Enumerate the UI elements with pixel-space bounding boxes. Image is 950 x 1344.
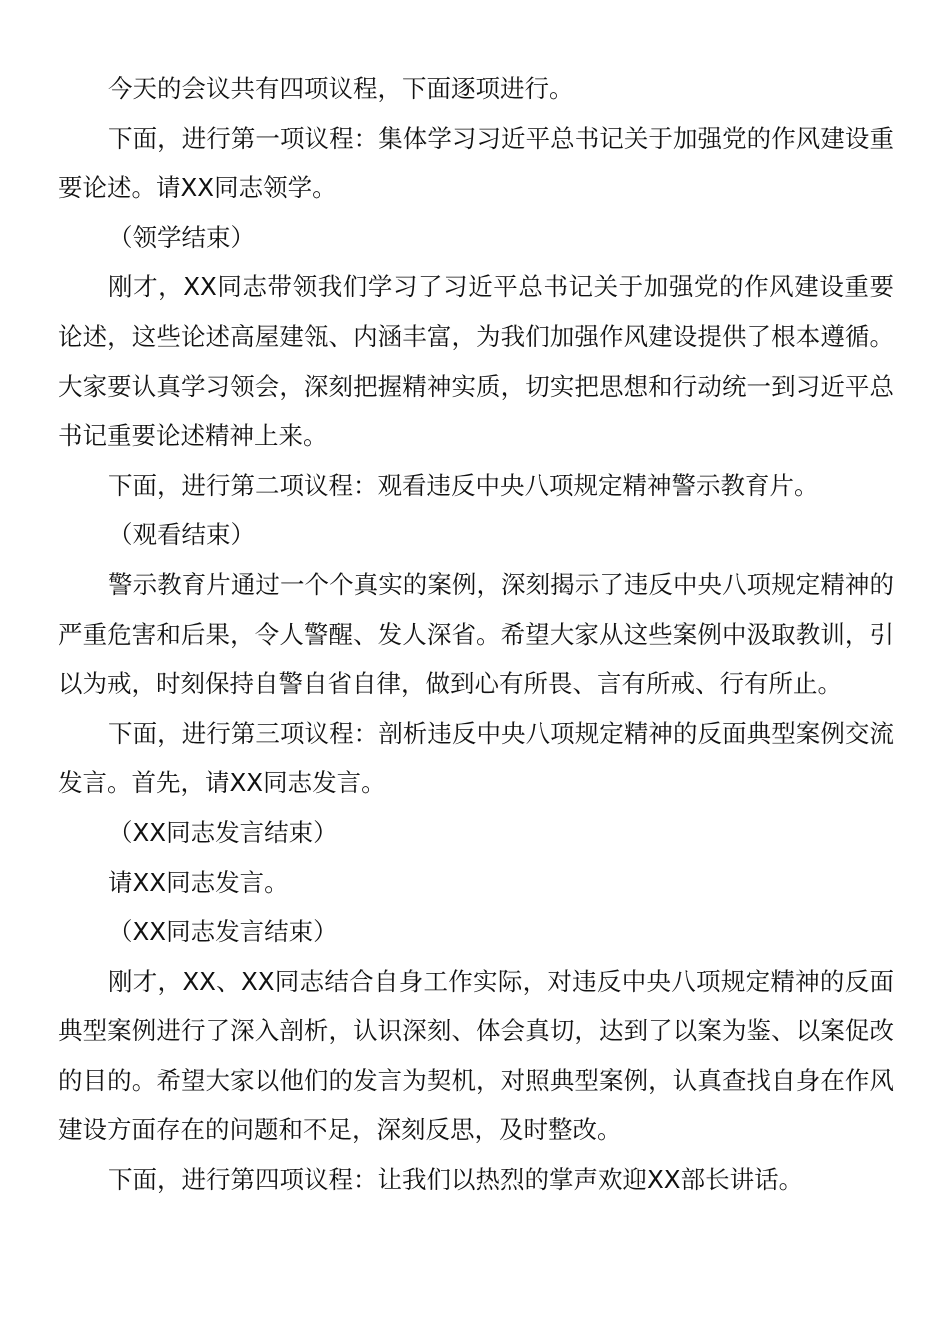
paragraph-agenda-item-4: 下面，进行第四项议程：让我们以热烈的掌声欢迎XX部长讲话。: [108, 1165, 804, 1195]
paragraph-agenda-item-1: 下面，进行第一项议程：集体学习习近平总书记关于加强党的作风建设重要论述。请XX同志领学。: [58, 123, 894, 203]
paragraph-speech-end-note-2: （XX同志发言结束）: [108, 917, 338, 947]
paragraph-viewing-end-note: （观看结束）: [108, 520, 255, 550]
paragraph-agenda-item-3: 下面，进行第三项议程：剖析违反中央八项规定精神的反面典型案例交流发言。首先，请XX同志发言。: [58, 718, 894, 798]
paragraph-study-end-note: （领学结束）: [108, 222, 255, 252]
paragraph-agenda-item-2: 下面，进行第二项议程：观看违反中央八项规定精神警示教育片。: [108, 470, 819, 500]
paragraph-opening: 今天的会议共有四项议程，下面逐项进行。: [108, 74, 574, 103]
paragraph-study-summary: 刚才，XX同志带领我们学习了习近平总书记关于加强党的作风建设重要论述，这些论述高屋建瓴、内涵丰富，为我们加强作风建设提供了根本遵循。大家要认真学习领会，深刻把握精神实质，切实把思想和行动统一到习近平总书记重要论述精神上来。: [58, 272, 894, 451]
document-page: [58, 64, 894, 1205]
paragraph-speech-end-note-1: （XX同志发言结束）: [108, 817, 338, 847]
paragraph-film-summary: 警示教育片通过一个个真实的案例，深刻揭示了违反中央八项规定精神的严重危害和后果，令人警醒、发人深省。希望大家从这些案例中汲取教训，引以为戒，时刻保持自警自省自律，做到心有所畏、言有所戒、行有所止。: [58, 569, 894, 699]
paragraph-second-speaker: 请XX同志发言。: [108, 867, 289, 897]
paragraph-speech-summary: 刚才，XX、XX同志结合自身工作实际，对违反中央八项规定精神的反面典型案例进行了深入剖析，认识深刻、体会真切，达到了以案为鉴、以案促改的目的。希望大家以他们的发言为契机，对照典型案例，认真查找自身在作风建设方面存在的问题和不足，深刻反思，及时整改。: [58, 966, 894, 1145]
